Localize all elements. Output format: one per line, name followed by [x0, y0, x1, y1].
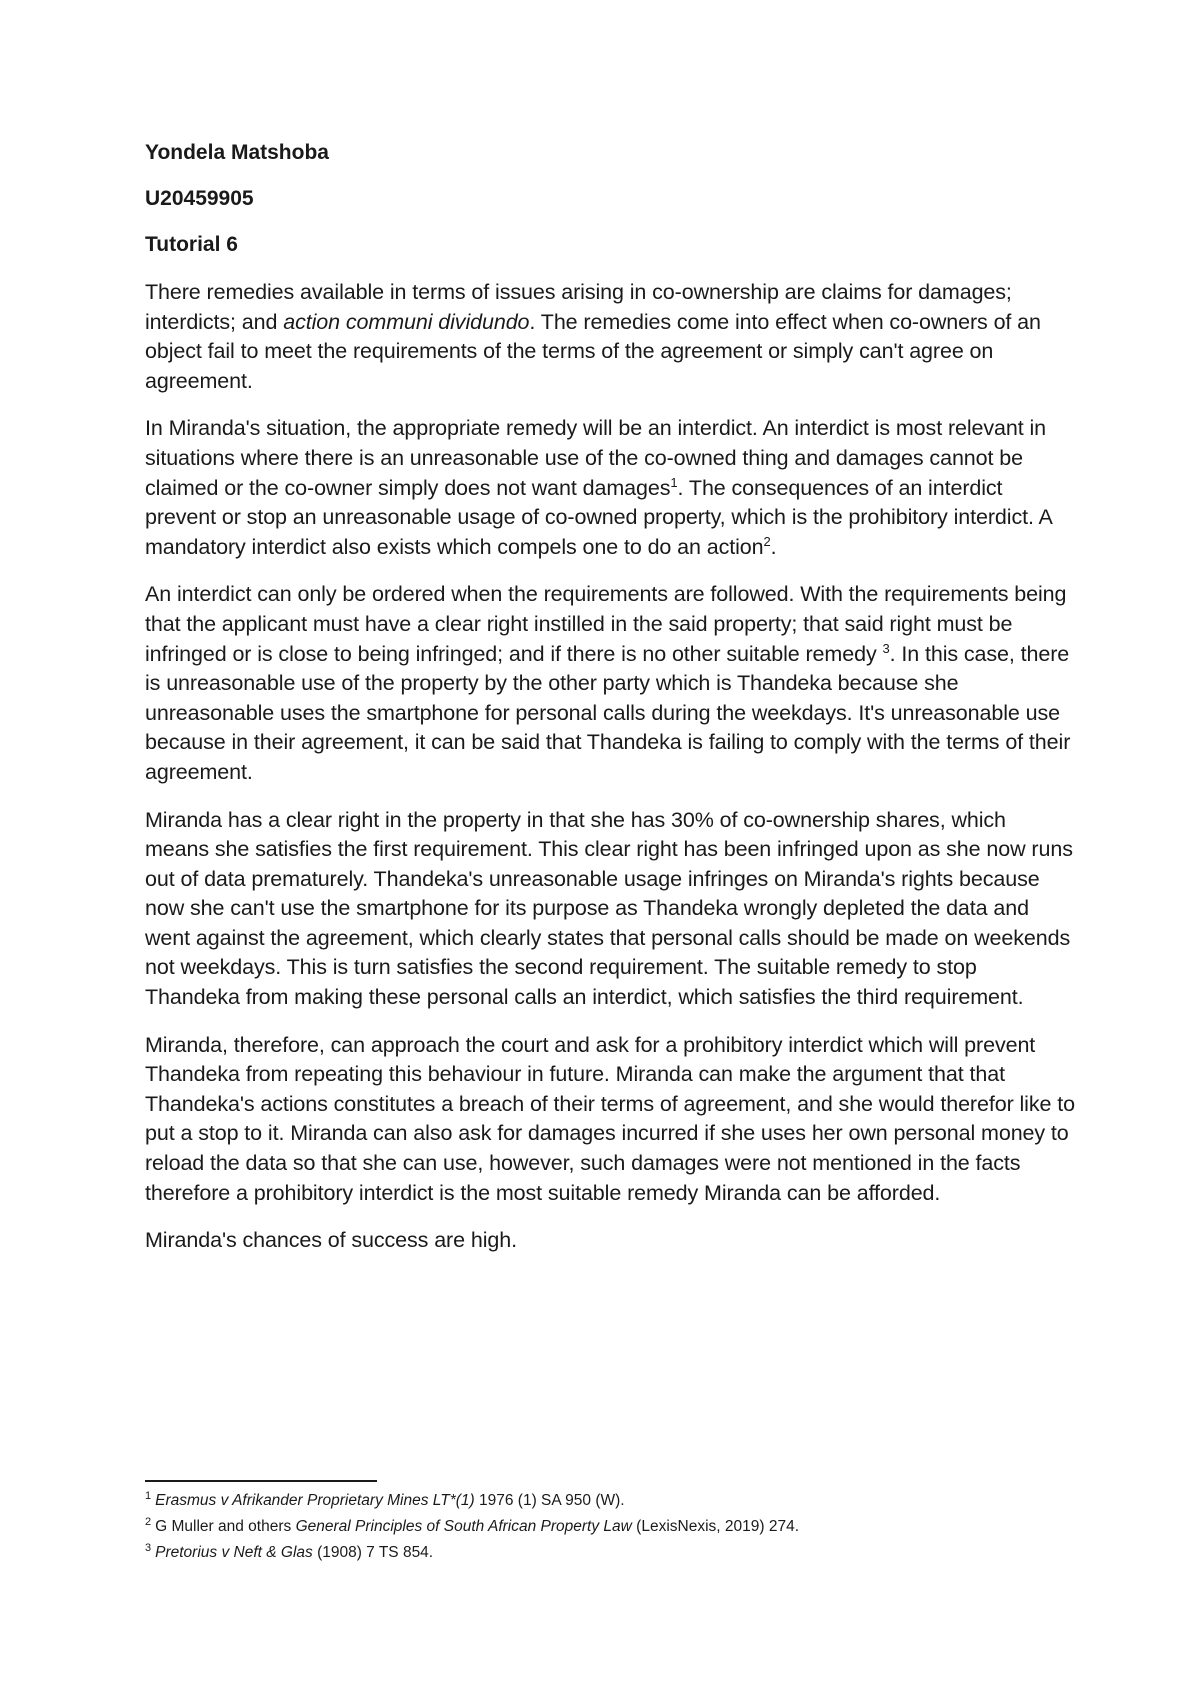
- footnote-1: [145, 1488, 1075, 1514]
- paragraph-clear-right: Miranda has a clear right in the property in that she has 30% of co-ownership shares, which means she satisfies the first requirement. This clear right has been infringed upon as she now runs out of data prematurely. Thandeka's unreasonable usage infringes on Miranda's rights because now she can't use the smartphone for its purpose as Thandeka wrongly depleted the data and went against the agreement, which clearly states that personal calls should be made on weekends not weekdays. This is turn satisfies the second requirement. The suitable remedy to stop Thandeka from making these personal calls an interdict, which satisfies the third requirement.: [145, 807, 1073, 1010]
- footnote-number: 1: [145, 1489, 152, 1502]
- citation: (LexisNexis, 2019) 274.: [631, 1518, 799, 1535]
- document-body: [145, 140, 1075, 1274]
- text-run: In Miranda's situation, the appropriate remedy will be an interdict. An interdict is most relevant in situations where there is an unreasonable use of the co-owned thing and damages cannot be claimed or the co-owner simply does not want damages: [145, 416, 1047, 500]
- text-run: An interdict can only be ordered when the requirements are followed. With the requirements being that the applicant must have a clear right instilled in the said property; that said right must be infringed or is close to being infringed; and if there is no other suitable remedy: [145, 582, 1067, 666]
- author-name: Yondela Matshoba: [145, 141, 329, 164]
- footnotes-section: [145, 1480, 1075, 1566]
- italic-term: action communi dividundo: [283, 309, 530, 334]
- case-name: Erasmus v Afrikander Proprietary Mines LT*(1): [155, 1492, 475, 1509]
- footnote-ref-2[interactable]: 2: [763, 533, 771, 549]
- paragraph-conclusion: Miranda, therefore, can approach the court and ask for a prohibitory interdict which will prevent Thandeka from repeating this behaviour in future. Miranda can make the argument that that Thandeka's actions constitutes a breach of their terms of agreement, and she would therefor like to put a stop to it. Miranda can also ask for damages incurred if she uses her own personal money to reload the data so that she can use, however, such damages were not mentioned in the facts therefore a prohibitory interdict is the most suitable remedy Miranda can be afforded.: [145, 1032, 1075, 1205]
- text-run: . The consequences of an interdict prevent or stop an unreasonable usage of co-owned property, which is the prohibitory interdict. A mandatory interdict also exists which compels one to do an action: [145, 475, 1052, 559]
- text-run: .: [770, 534, 777, 559]
- paragraph-remedies: [145, 278, 1075, 396]
- citation: 1976 (1) SA 950 (W).: [474, 1492, 625, 1509]
- text-run: . The remedies come into effect when co-owners of an object fail to meet the requirements of the terms of the agreement or simply can't agree on agreement.: [145, 309, 1041, 393]
- student-number: U20459905: [145, 187, 254, 210]
- case-name: Pretorius v Neft & Glas: [155, 1544, 313, 1561]
- authors: G Muller and others: [155, 1518, 296, 1535]
- footnote-ref-3[interactable]: 3: [882, 640, 890, 656]
- paragraph-interdict: [145, 414, 1075, 562]
- footnote-number: 2: [145, 1515, 152, 1528]
- book-title: General Principles of South African Property Law: [295, 1518, 632, 1535]
- footnote-number: 3: [145, 1541, 152, 1554]
- footnote-ref-1[interactable]: 1: [670, 474, 678, 490]
- citation: (1908) 7 TS 854.: [312, 1544, 434, 1561]
- paragraph-requirements: [145, 580, 1075, 787]
- footnote-3: [145, 1540, 1075, 1566]
- paragraph-success: Miranda's chances of success are high.: [145, 1228, 517, 1253]
- tutorial-title: Tutorial 6: [145, 233, 238, 256]
- text-run: . In this case, there is unreasonable use of the property by the other party which is Thandeka because she unreasonable uses the smartphone for personal calls during the weekdays. It's unreasonable use because in their agreement, it can be said that Thandeka is failing to comply with the terms of their agreement.: [145, 641, 1071, 784]
- text-run: There remedies available in terms of issues arising in co-ownership are claims for damages; interdicts; and: [145, 280, 1012, 334]
- footnote-2: [145, 1514, 1075, 1540]
- footnote-separator: [145, 1480, 377, 1482]
